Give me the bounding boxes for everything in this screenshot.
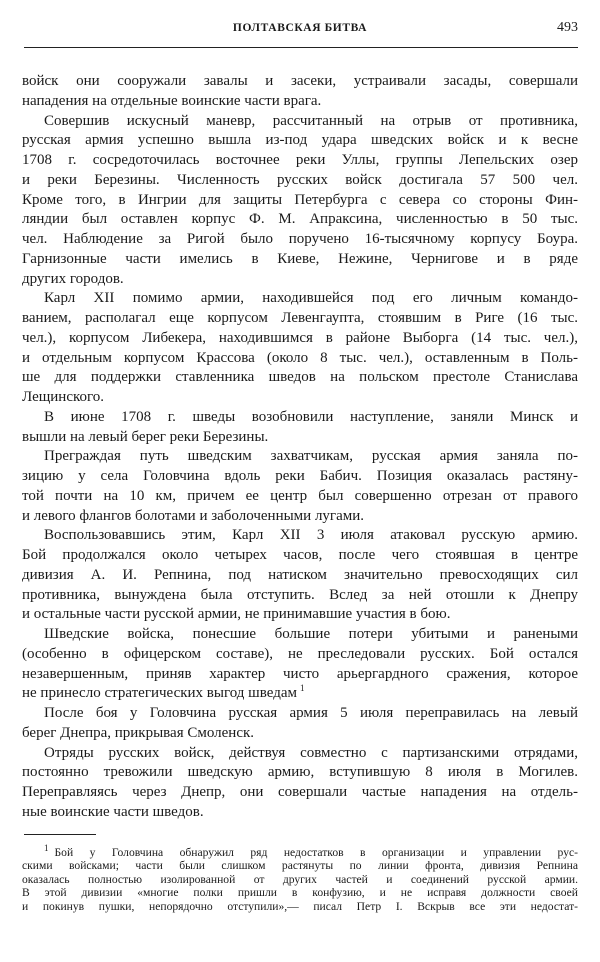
text-line: и отдельным корпусом Крассова (около 8 тыс. чел.), оставленным в Поль- bbox=[22, 349, 578, 366]
page-header bbox=[22, 18, 578, 40]
text-line: той почти на 10 км, причем ее центр был совершенно отрезан от правого bbox=[22, 487, 578, 504]
text-line: ше для поддержки ставленника шведов на польском престоле Станислава bbox=[22, 369, 578, 386]
text-line: войск они сооружали завалы и засеки, устраивали засады, совершали bbox=[22, 73, 578, 89]
paragraph bbox=[22, 526, 578, 625]
text-line: и левого флангов болотами и заболоченными лугами. bbox=[22, 507, 365, 524]
text-line: Гарнизонные части имелись в Киеве, Нежине, Чернигове и в ряде bbox=[22, 250, 578, 267]
text-line: вышли на левый берег реки Березины. bbox=[22, 428, 269, 445]
text-line: После боя у Головчина русская армия 5 июля переправилась на левый bbox=[44, 705, 578, 721]
text-line: Преграждая путь шведским захватчикам, русская армия заняла по- bbox=[44, 448, 578, 465]
text-line: Воспользовавшись этим, Карл XII 3 июля атаковал русскую армию. bbox=[44, 527, 578, 544]
paragraph bbox=[22, 704, 578, 744]
text-line: Кроме того, в Ингрии для защиты Петербурга с севера со стороны Фин- bbox=[22, 191, 578, 208]
text-line: 1708 г. сосредоточилась восточнее реки Уллы, группы Лепельских озер bbox=[22, 152, 578, 168]
body-text bbox=[22, 72, 578, 823]
text-line: не принесло стратегических выгод шведам $^1$ bbox=[22, 683, 305, 702]
footnote bbox=[22, 843, 578, 913]
text-line: Карл XII помимо армии, находившейся под его личным командо- bbox=[44, 290, 578, 307]
footnote-line: и покинув пушки, непорядочно отступили»,— писал Петр I. Вскрыв все эти недостат- bbox=[22, 899, 578, 913]
text-line: зицию у села Головчина вдоль реки Бабич. Позиция оказалась растяну- bbox=[22, 468, 578, 484]
paragraph bbox=[22, 112, 578, 290]
text-line: нападения на отдельные воинские части врага. bbox=[22, 92, 322, 109]
text-line: других городов. bbox=[22, 270, 124, 287]
text-line: Отряды русских войск, действуя совместно с партизанскими отрядами, bbox=[44, 744, 578, 761]
text-line: (особенно в офицерском составе), не преследовали русских. Бой остался bbox=[22, 645, 578, 662]
text-line: Совершив искусный маневр, рассчитанный на отрыв от противника, bbox=[44, 112, 578, 129]
paragraph bbox=[22, 625, 578, 704]
text-line: дивизия А. И. Репнина, под натиском значительно превосходящих сил bbox=[22, 566, 578, 583]
text-line: ные воинские части шведов. bbox=[22, 803, 204, 820]
footnote-line: скими войсками; части были слишком растянуты по линии фронта, дивизия Репнина bbox=[22, 859, 578, 873]
footnote-reference[interactable]: 1 bbox=[299, 683, 305, 694]
text-line: В июне 1708 г. шведы возобновили наступление, заняли Минск и bbox=[44, 408, 578, 425]
footnote-line: оказалась полностью изолированной от других частей и соединений русской армии. bbox=[22, 872, 578, 886]
paragraph bbox=[22, 408, 578, 448]
text-line: Переправляясь через Днепр, они совершали частые нападения на отдель- bbox=[22, 784, 578, 800]
paragraph bbox=[22, 744, 578, 823]
footnote-line: $^1$ Бой у Головчина обнаружил ряд недостатков в организации и управлении рус- bbox=[44, 843, 578, 859]
page-number: 493 bbox=[557, 20, 578, 35]
text-line: Лещинского. bbox=[22, 389, 105, 405]
text-line: Бой продолжался около четырех часов, после чего стоявшая в центре bbox=[22, 547, 578, 563]
text-line: берег Днепра, прикрывая Смоленск. bbox=[22, 724, 255, 741]
text-line: чел.), корпусом Либекера, находившимся в районе Выборга (14 тыс. чел.), bbox=[22, 329, 578, 346]
text-line: чел. Наблюдение за Ригой было поручено 16-тысячному корпусу Боура. bbox=[22, 231, 578, 247]
text-line: русская армия успешно вышла из-под удара шведских войск и к весне bbox=[22, 132, 578, 149]
text-line: ванием, располагал еще корпусом Левенгаупта, стоявшим в Риге (16 тыс. bbox=[22, 310, 578, 326]
footnote-marker: 1 bbox=[44, 843, 49, 854]
text-line: ляндии был оставлен корпус Ф. М. Апраксина, численностью в 50 тыс. bbox=[22, 211, 578, 228]
text-line: незавершенным, приняв характер чисто арьергардного сражения, которое bbox=[22, 665, 578, 682]
footnote-line: В этой дивизии «многие полки пришли в конфузию, и не исправя должности своей bbox=[22, 886, 578, 900]
running-title: ПОЛТАВСКАЯ БИТВА bbox=[232, 22, 368, 34]
text-line: и остальные части русской армии, не принимавшие участия в бою. bbox=[22, 606, 451, 623]
paragraph bbox=[22, 72, 578, 112]
header-rule bbox=[24, 47, 578, 48]
paragraph bbox=[22, 447, 578, 526]
text-line: противника, вынуждена была отступить. Вслед за ней отошли к Днепру bbox=[22, 586, 578, 603]
text-line: и реки Березины. Численность русских войск достигала 57 500 чел. bbox=[22, 171, 578, 188]
paragraph bbox=[22, 289, 578, 408]
text-line: постоянно тревожили шведскую армию, вступившую 8 июля в Могилев. bbox=[22, 764, 578, 781]
text-line: Шведские войска, понесшие большие потери убитыми и ранеными bbox=[44, 626, 578, 642]
footnote-rule bbox=[24, 834, 96, 835]
